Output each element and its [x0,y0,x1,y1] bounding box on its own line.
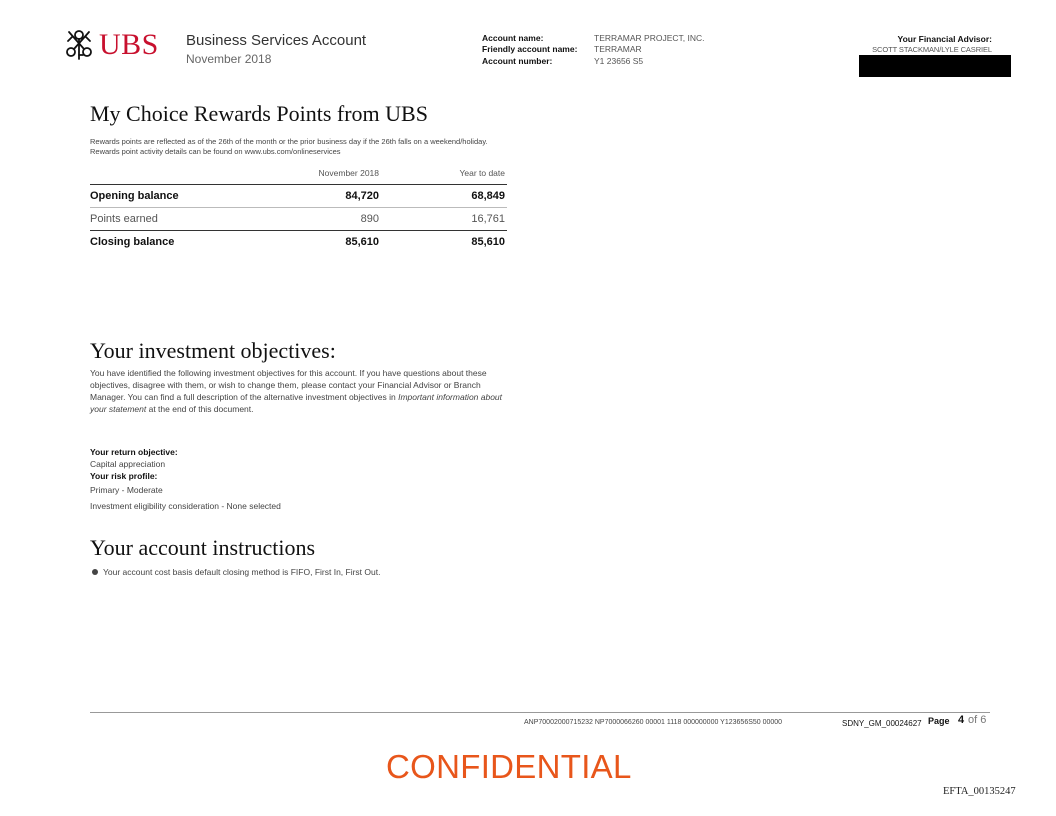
row-label: Opening balance [90,190,179,202]
risk-profile-label: Your risk profile: [90,471,158,481]
advisor-names: SCOTT STACKMAN/LYLE CASRIEL [872,45,992,54]
statement-title: Business Services Account [186,32,367,49]
rewards-points-table [90,166,507,253]
objectives-text-end: at the end of this document. [146,404,254,414]
page-total: of 6 [968,714,987,726]
eligibility-consideration: Investment eligibility consideration - None selected [90,501,281,511]
row-ytd-value: 68,849 [471,190,505,202]
objectives-title: Your investment objectives: [90,338,336,363]
account-number-label: Account number: [482,56,553,66]
page-label: Page [928,716,950,726]
table-header-month: November 2018 [318,168,379,178]
account-name-value: TERRAMAR PROJECT, INC. [594,33,705,43]
row-month-value: 84,720 [345,190,379,202]
rewards-note: Rewards points are reflected as of the 26th of the month or the prior business day if the 26th falls on a weekend/holiday. Rewards point activity details can be found on www.ubs.com/onlineservices [90,137,488,156]
footer-divider [90,712,990,713]
rewards-title: My Choice Rewards Points from UBS [90,101,428,126]
risk-profile-value: Primary - Moderate [90,485,163,495]
account-number-value: Y1 23656 S5 [594,56,644,66]
table-header-ytd: Year to date [459,168,505,178]
instructions-title: Your account instructions [90,535,316,560]
bullet-icon [92,569,98,575]
ubs-logo-text: UBS [99,28,159,61]
table-header-row [90,166,507,184]
table-row [90,231,507,253]
objectives-paragraph [90,367,510,415]
row-ytd-value: 16,761 [471,213,505,225]
objectives-italic-ref: Important information about your statement [90,392,503,414]
row-label: Points earned [90,213,158,225]
bates-stamp: SDNY_GM_00024627 [842,719,922,728]
instruction-item: Your account cost basis default closing method is FIFO, First In, First Out. [103,567,381,577]
confidential-stamp: CONFIDENTIAL [386,748,632,785]
advisor-label: Your Financial Advisor: [897,34,992,44]
page-number: 4 [958,714,965,726]
table-row [90,185,507,207]
objectives-text: You have identified the following investment objectives for this account. If you have questions about these objectives, disagree with them, or wish to change them, please contact your Financial Advisor or Branch Manager. You can find a full description of the alternative investment objectives in [90,368,487,402]
redaction-block [859,55,1011,77]
table-row [90,208,507,230]
ubs-keys-logo-icon [62,28,96,62]
footer-document-code: ANP70002000715232 NP7000066260 00001 1118 000000000 Y123656S50 00000 [524,719,783,726]
row-label: Closing balance [90,236,175,248]
return-objective-value: Capital appreciation [90,459,166,469]
statement-period: November 2018 [186,52,272,66]
friendly-name-value: TERRAMAR [594,44,642,54]
account-name-label: Account name: [482,33,544,43]
friendly-name-label: Friendly account name: [482,44,578,54]
row-month-value: 85,610 [345,236,379,248]
return-objective-label: Your return objective: [90,447,178,457]
efta-identifier: EFTA_00135247 [943,786,1016,797]
row-ytd-value: 85,610 [471,236,505,248]
row-month-value: 890 [360,213,379,225]
